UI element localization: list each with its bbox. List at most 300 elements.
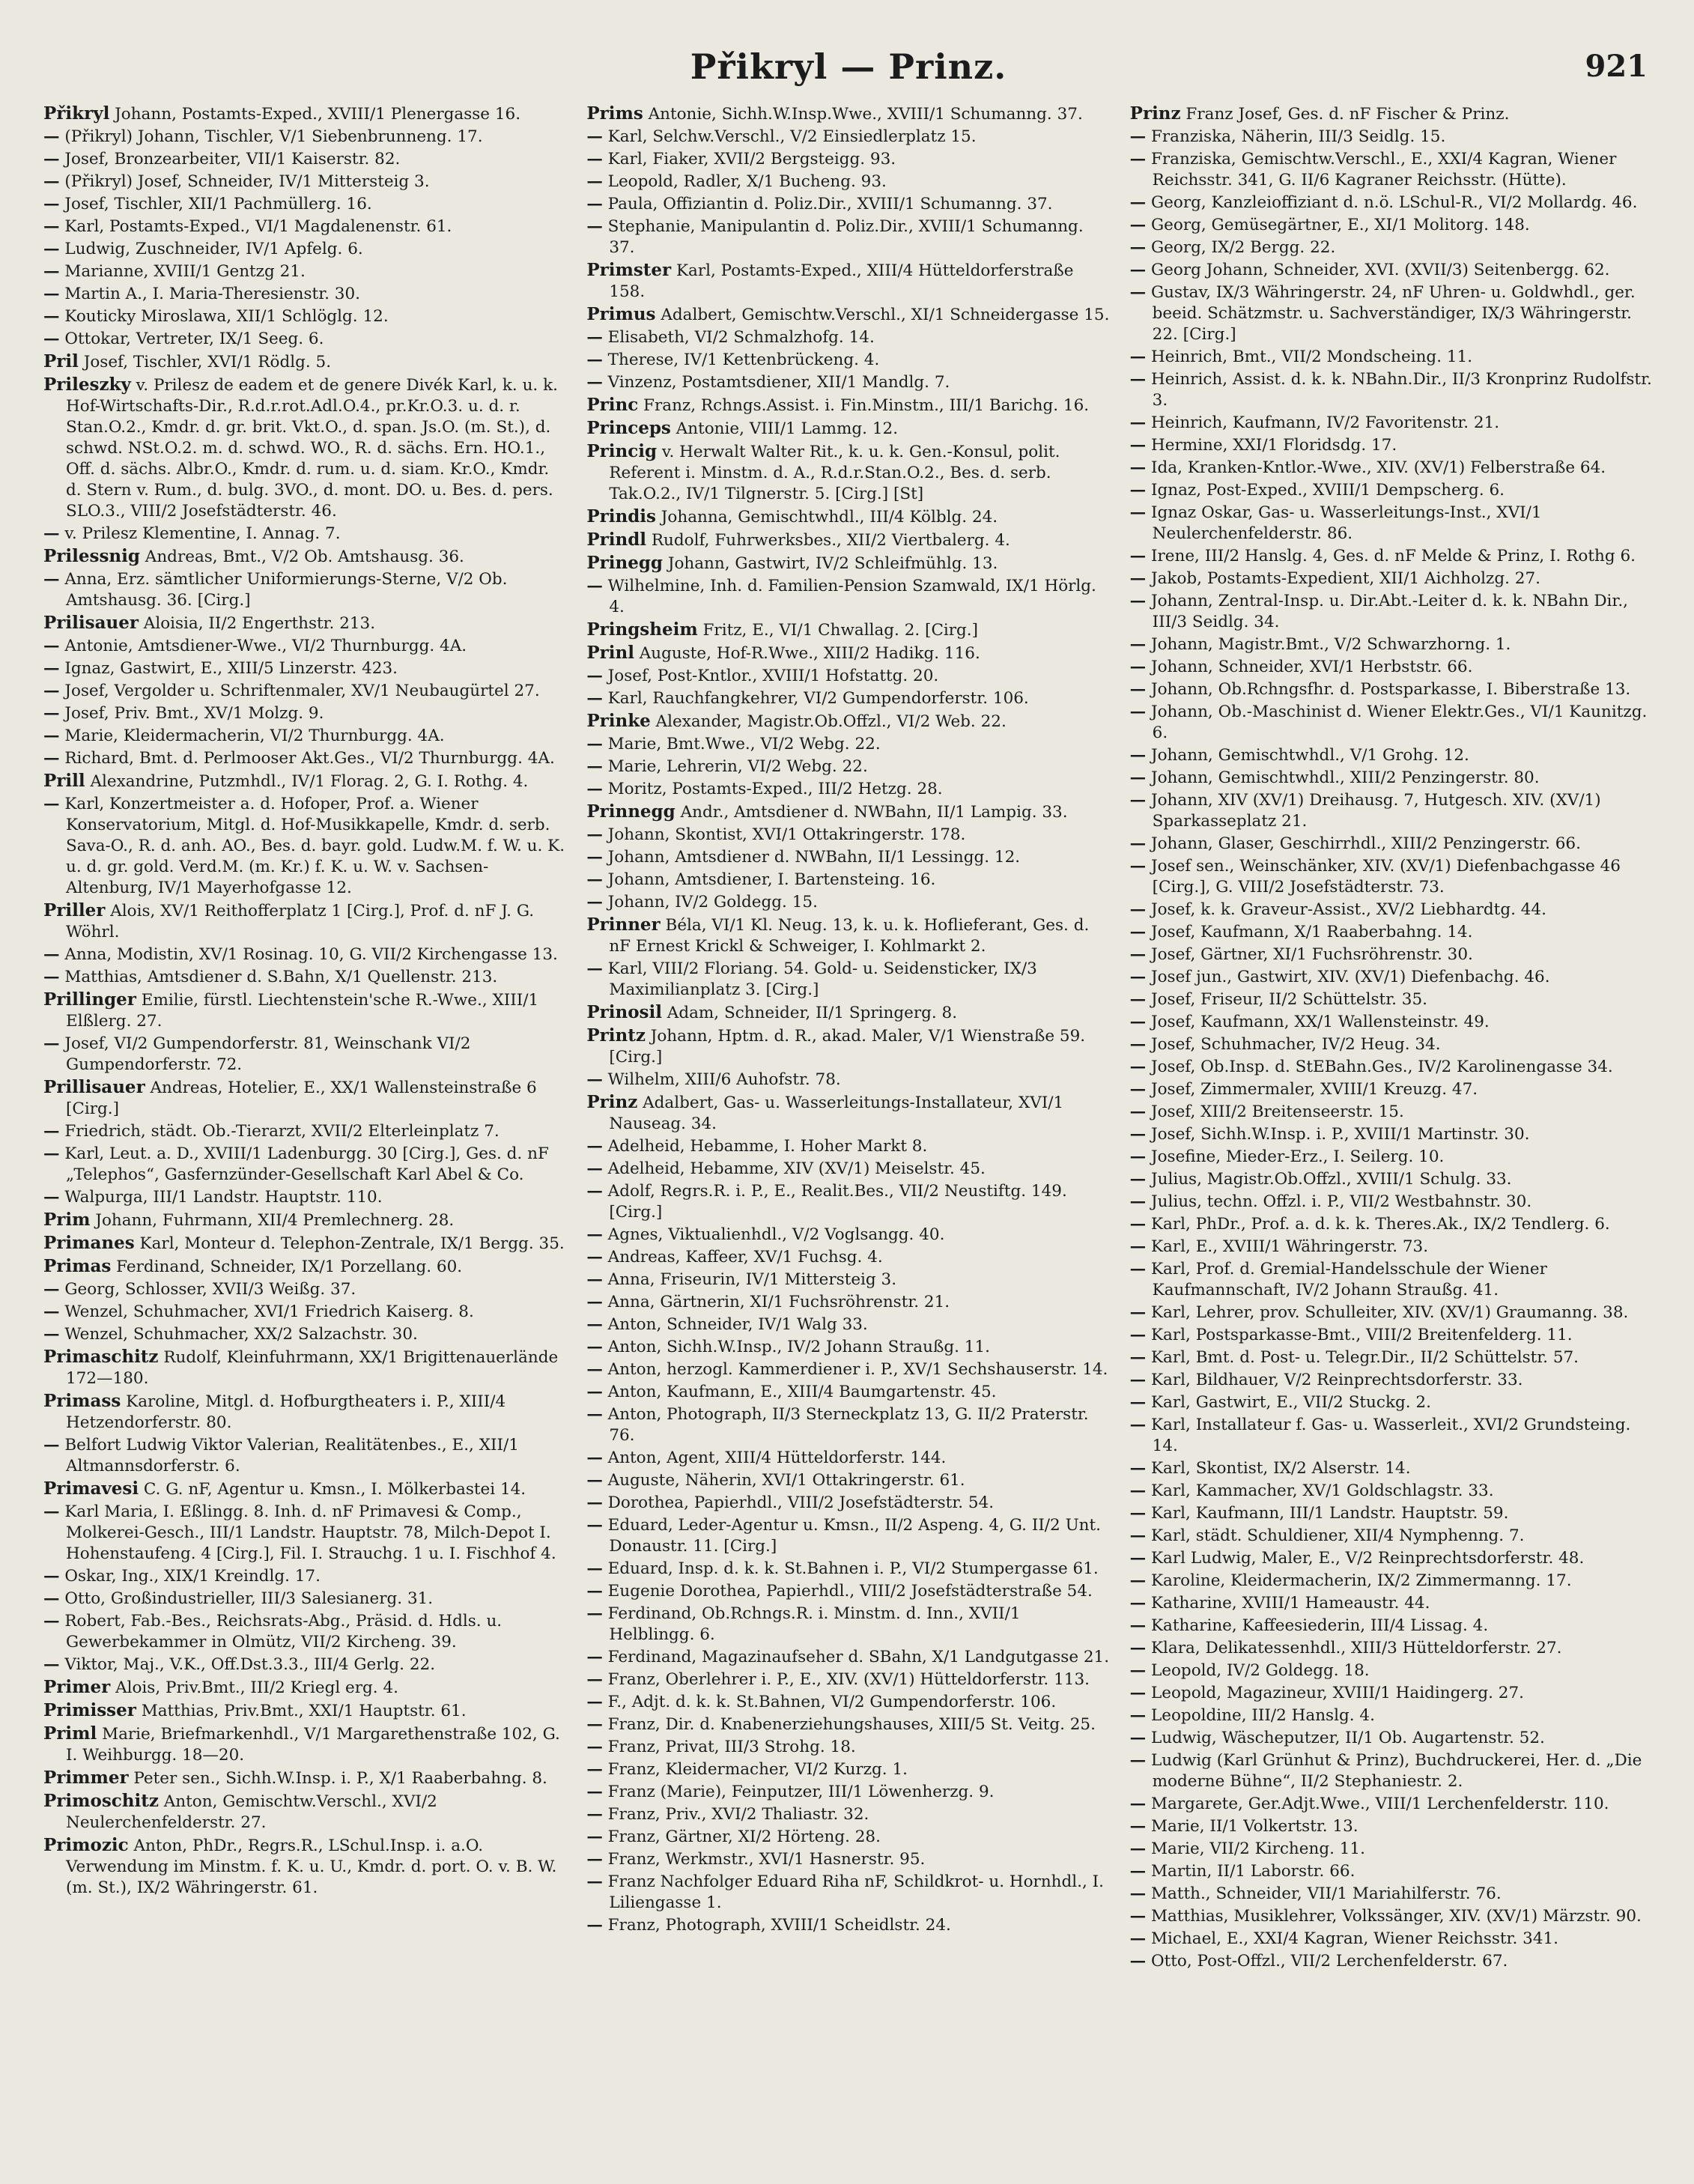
entry-dash: — <box>586 1293 603 1311</box>
entry-text: Josef, Tischler, XII/1 Pachmüllerg. 16. <box>59 195 372 213</box>
directory-entry <box>1130 1481 1654 1502</box>
entry-dash: — <box>1129 1416 1147 1434</box>
entry-surname: Primmer <box>43 1768 129 1788</box>
directory-entry <box>43 103 567 125</box>
entry-text: Alois, Priv.Bmt., III/2 Kriegl erg. 4. <box>110 1678 398 1697</box>
directory-entry <box>43 172 567 192</box>
entry-text: Josef, Priv. Bmt., XV/1 Molzg. 9. <box>59 704 324 723</box>
entry-text: Ida, Kranken-Kntlor.-Wwe., XIV. (XV/1) Felberstraße 64. <box>1146 458 1606 477</box>
entry-text: Georg, Schlosser, XVII/3 Weißg. 37. <box>59 1280 356 1299</box>
entry-dash: — <box>1129 1393 1147 1412</box>
directory-entry <box>43 1611 567 1653</box>
entry-text: Ludwig (Karl Grünhut & Prinz), Buchdruckerei, Her. d. „Die moderne Bühne“, II/2 Stephaniestr. 2. <box>1146 1751 1642 1791</box>
directory-entry <box>586 1872 1110 1914</box>
entry-text: Friedrich, städt. Ob.-Tierarzt, XVII/2 Elterleinplatz 7. <box>59 1122 500 1141</box>
entry-text: Eduard, Insp. d. k. k. St.Bahnen i. P., VI/2 Stumpergasse 61. <box>602 1559 1099 1578</box>
entry-dash: — <box>43 968 60 986</box>
entry-text: Karl, PhDr., Prof. a. d. k. k. Theres.Ak., IX/2 Tendlerg. 6. <box>1146 1215 1610 1234</box>
directory-entry <box>586 1714 1110 1735</box>
directory-entry <box>1130 1347 1654 1368</box>
entry-text: Josef, XIII/2 Breitenseerstr. 15. <box>1146 1102 1404 1121</box>
entry-text: Katharine, XVIII/1 Hameaustr. 44. <box>1146 1594 1430 1613</box>
entry-dash: — <box>586 757 603 776</box>
entry-text: Johann, Postamts-Exped., XVIII/1 Plenergasse 16. <box>109 105 521 124</box>
directory-entry <box>43 748 567 769</box>
entry-surname: Prilessnig <box>43 546 140 566</box>
directory-entry <box>1130 458 1654 479</box>
directory-entry <box>1130 702 1654 744</box>
directory-entry <box>586 1136 1110 1157</box>
directory-entry <box>1130 634 1654 655</box>
directory-entry <box>43 1589 567 1610</box>
directory-entry <box>43 900 567 943</box>
entry-text: Karl, Bildhauer, V/2 Reinprechtsdorferstr. 33. <box>1146 1371 1523 1389</box>
entry-dash: — <box>1129 1080 1147 1099</box>
entry-dash: — <box>1129 1371 1147 1389</box>
entry-dash: — <box>586 1738 603 1756</box>
directory-entry <box>1130 1705 1654 1726</box>
entry-text: Adalbert, Gemischtw.Verschl., XI/1 Schneidergasse 15. <box>655 306 1110 324</box>
directory-entry <box>1130 679 1654 700</box>
directory-entry <box>1130 834 1654 855</box>
directory-entry <box>1130 480 1654 501</box>
entry-dash: — <box>586 1270 603 1289</box>
entry-text: Ludwig, Wäscheputzer, II/1 Ob. Augartenstr. 52. <box>1146 1729 1545 1747</box>
entry-dash: — <box>1129 547 1147 565</box>
entry-dash: — <box>1129 791 1147 810</box>
entry-dash: — <box>586 1338 603 1356</box>
directory-entry <box>1130 745 1654 766</box>
directory-entry <box>1130 967 1654 988</box>
directory-entry <box>1130 1192 1654 1213</box>
entry-surname: Prinl <box>586 643 634 663</box>
entry-text: Otto, Post-Offzl., VII/2 Lerchenfelderstr. 67. <box>1146 1952 1508 1971</box>
entry-surname: Prinnegg <box>586 801 676 822</box>
directory-entry <box>43 546 567 568</box>
entry-text: Karl, Skontist, IX/2 Alserstr. 14. <box>1146 1459 1411 1478</box>
entry-text: Anton, Agent, XIII/4 Hütteldorferstr. 144. <box>602 1449 947 1467</box>
directory-entry <box>43 944 567 965</box>
entry-text: Anton, PhDr., Regrs.R., LSchul.Insp. i. a.O. Verwendung im Minstm. f. K. u. U., Kmdr. d. port. O. v. B. W. (m. St.), IX/2 Währingerstr. 61. <box>66 1836 557 1897</box>
entry-dash: — <box>43 1280 60 1299</box>
entry-text: Belfort Ludwig Viktor Valerian, Realitätenbes., E., XII/1 Altmannsdorferstr. 6. <box>59 1436 519 1475</box>
directory-entry <box>586 734 1110 755</box>
entry-text: Richard, Bmt. d. Perlmooser Akt.Ges., VI/2 Thurnburgg. 4A. <box>59 749 555 768</box>
entry-dash: — <box>586 1916 603 1935</box>
entry-text: Johann, Amtsdiener d. NWBahn, II/1 Lessingg. 12. <box>602 848 1021 867</box>
column-right <box>1130 103 1654 2171</box>
entry-dash: — <box>586 780 603 798</box>
directory-entry <box>1130 1683 1654 1704</box>
directory-entry <box>586 1270 1110 1290</box>
entry-dash: — <box>1129 1170 1147 1189</box>
directory-entry <box>1130 192 1654 213</box>
entry-dash: — <box>586 1516 603 1535</box>
entry-text: Josef, Kaufmann, XX/1 Wallensteinstr. 49. <box>1146 1013 1490 1031</box>
directory-entry <box>586 127 1110 148</box>
directory-entry <box>43 127 567 148</box>
entry-dash: — <box>43 195 60 213</box>
entry-dash: — <box>43 217 60 236</box>
directory-entry <box>43 1233 567 1255</box>
entry-dash: — <box>43 1122 60 1141</box>
entry-dash: — <box>586 1315 603 1334</box>
entry-text: Leopold, Radler, X/1 Bucheng. 93. <box>602 172 887 191</box>
entry-dash: — <box>586 870 603 889</box>
directory-entry <box>43 1121 567 1142</box>
entry-text: Therese, IV/1 Kettenbrückeng. 4. <box>602 351 880 369</box>
directory-entry <box>43 1347 567 1389</box>
entry-dash: — <box>1129 1729 1147 1747</box>
directory-entry <box>586 1849 1110 1870</box>
entry-text: Margarete, Ger.Adjt.Wwe., VIII/1 Lerchenfelderstr. 110. <box>1146 1795 1609 1813</box>
entry-dash: — <box>43 1034 60 1053</box>
entry-dash: — <box>586 1760 603 1779</box>
directory-entry <box>586 1604 1110 1645</box>
directory-entry <box>1130 1728 1654 1749</box>
entry-dash: — <box>1129 1751 1147 1770</box>
entry-surname: Prileszky <box>43 374 131 395</box>
entry-text: Franziska, Gemischtw.Verschl., E., XXI/4 Kagran, Wiener Reichsstr. 341, G. II/6 Kagraner Reichsstr. (Hütte). <box>1146 150 1617 189</box>
entry-dash: — <box>1129 1907 1147 1926</box>
entry-text: Johann, Hptm. d. R., akad. Maler, V/1 Wienstraße 59. [Cirg.] <box>609 1027 1086 1067</box>
directory-entry <box>586 1025 1110 1068</box>
directory-entry <box>586 914 1110 957</box>
entry-text: Josef, Kaufmann, X/1 Raaberbahng. 14. <box>1146 923 1473 941</box>
directory-entry <box>586 216 1110 258</box>
entry-dash: — <box>1129 658 1147 676</box>
directory-entry <box>43 1256 567 1278</box>
entry-text: Franz, Priv., XVI/2 Thaliastr. 32. <box>602 1805 869 1824</box>
entry-text: Michael, E., XXI/4 Kagran, Wiener Reichsstr. 341. <box>1146 1929 1559 1948</box>
entry-text: Franz, Oberlehrer i. P., E., XIV. (XV/1) Hütteldorferstr. 113. <box>602 1670 1090 1689</box>
directory-entry <box>586 1448 1110 1469</box>
entry-dash: — <box>1129 1616 1147 1635</box>
entry-text: Karl, Kammacher, XV/1 Goldschlagstr. 33. <box>1146 1481 1494 1500</box>
directory-entry <box>1130 215 1654 236</box>
directory-entry <box>586 1225 1110 1246</box>
entry-surname: Prinz <box>1129 103 1181 124</box>
directory-entry <box>1130 1034 1654 1055</box>
entry-dash: — <box>1129 900 1147 919</box>
entry-text: Julius, techn. Offzl. i. P., VII/2 Westbahnstr. 30. <box>1146 1192 1532 1211</box>
directory-entry <box>1130 1929 1654 1950</box>
entry-text: Karl, E., XVIII/1 Währingerstr. 73. <box>1146 1237 1429 1256</box>
entry-surname: Prindis <box>586 506 656 527</box>
entry-dash: — <box>43 172 60 191</box>
entry-surname: Prinosil <box>586 1002 662 1022</box>
entry-dash: — <box>586 150 603 169</box>
entry-dash: — <box>43 682 60 700</box>
entry-dash: — <box>1129 503 1147 522</box>
entry-dash: — <box>586 577 603 595</box>
directory-entry <box>586 1070 1110 1091</box>
directory-entry <box>1130 1302 1654 1323</box>
entry-text: Franz, Kleidermacher, VI/2 Kurzg. 1. <box>602 1760 908 1779</box>
directory-entry <box>43 989 567 1032</box>
entry-dash: — <box>43 704 60 723</box>
entry-text: Josef, Vergolder u. Schriftenmaler, XV/1 Neubaugürtel 27. <box>59 682 540 700</box>
directory-entry <box>43 1077 567 1120</box>
entry-dash: — <box>1129 127 1147 146</box>
directory-entry <box>1130 347 1654 368</box>
entry-dash: — <box>586 1360 603 1379</box>
entry-dash: — <box>1129 834 1147 853</box>
directory-entry <box>1130 1102 1654 1123</box>
entry-text: Klara, Delikatessenhdl., XIII/3 Hütteldorferstr. 27. <box>1146 1639 1562 1657</box>
entry-text: Karl, städt. Schuldiener, XII/4 Nymphenng. 7. <box>1146 1526 1525 1545</box>
directory-entry <box>586 576 1110 618</box>
entry-text: Antonie, VIII/1 Lammg. 12. <box>670 419 899 438</box>
entry-text: Aloisia, II/2 Engerthstr. 213. <box>138 614 376 633</box>
entry-dash: — <box>1129 1952 1147 1971</box>
directory-entry <box>586 1470 1110 1491</box>
directory-entry <box>1130 1415 1654 1457</box>
entry-dash: — <box>1129 1504 1147 1523</box>
directory-entry <box>586 756 1110 777</box>
entry-dash: — <box>1129 1013 1147 1031</box>
directory-entry <box>1130 657 1654 678</box>
directory-entry <box>43 1478 567 1500</box>
entry-text: Andreas, Hotelier, E., XX/1 Wallensteinstraße 6 [Cirg.] <box>66 1079 537 1118</box>
entry-text: Franz, Dir. d. Knabenerziehungshauses, XIII/5 St. Veitg. 25. <box>602 1715 1096 1734</box>
directory-entry <box>586 441 1110 505</box>
entry-surname: Primer <box>43 1677 111 1697</box>
directory-entry <box>43 1700 567 1722</box>
entry-text: Josefine, Mieder-Erz., I. Seilerg. 10. <box>1146 1147 1445 1166</box>
entry-text: Wenzel, Schuhmacher, XVI/1 Friedrich Kaiserg. 8. <box>59 1302 474 1321</box>
entry-text: Marie, Bmt.Wwe., VI/2 Webg. 22. <box>602 735 881 753</box>
entry-dash: — <box>586 172 603 191</box>
directory-entry <box>1130 1503 1654 1524</box>
directory-entry <box>586 779 1110 800</box>
entry-text: Auguste, Näherin, XVI/1 Ottakringerstr. 61. <box>602 1471 965 1490</box>
directory-entry <box>586 1559 1110 1580</box>
directory-entry <box>586 801 1110 823</box>
entry-text: Matthias, Musiklehrer, Volkssänger, XIV. (XV/1) Märzstr. 90. <box>1146 1907 1642 1926</box>
directory-entry <box>1130 989 1654 1010</box>
entry-dash: — <box>1129 1192 1147 1211</box>
directory-entry <box>43 1502 567 1565</box>
entry-text: Antonie, Sichh.W.Insp.Wwe., XVIII/1 Schumanng. 37. <box>643 105 1083 124</box>
directory-entry <box>586 1804 1110 1825</box>
directory-entry <box>43 194 567 215</box>
entry-dash: — <box>43 307 60 326</box>
entry-dash: — <box>586 1827 603 1846</box>
entry-text: Moritz, Postamts-Exped., III/2 Hetzg. 28. <box>602 780 943 798</box>
entry-text: Martin, II/1 Laborstr. 66. <box>1146 1862 1355 1881</box>
entry-dash: — <box>43 240 60 258</box>
entry-dash: — <box>1129 1125 1147 1144</box>
directory-entry <box>1130 790 1654 832</box>
entry-text: Johann, Ob.Rchngsfhr. d. Postsparkasse, I. Biberstraße 13. <box>1146 680 1631 699</box>
entry-text: Matthias, Priv.Bmt., XXI/1 Hauptstr. 61. <box>136 1702 467 1720</box>
entry-dash: — <box>1129 1459 1147 1478</box>
entry-surname: Primas <box>43 1256 112 1276</box>
directory-entry <box>1130 503 1654 545</box>
directory-entry <box>43 351 567 373</box>
entry-text: Paula, Offiziantin d. Poliz.Dir., XVIII/1 Schumanng. 37. <box>602 195 1053 213</box>
entry-dash: — <box>1129 923 1147 941</box>
directory-entry <box>43 1279 567 1300</box>
entry-dash: — <box>1129 1817 1147 1836</box>
entry-text: Rudolf, Fuhrwerksbes., XII/2 Viertbalerg. 4. <box>646 531 1010 550</box>
entry-text: Viktor, Maj., V.K., Off.Dst.3.3., III/4 Gerlg. 22. <box>59 1655 436 1674</box>
entry-text: Ignaz, Gastwirt, E., XIII/5 Linzerstr. 423. <box>59 659 398 678</box>
directory-entry <box>586 1827 1110 1848</box>
entry-dash: — <box>586 1559 603 1578</box>
entry-dash: — <box>1129 1147 1147 1166</box>
entry-surname: Pril <box>43 351 79 371</box>
entry-text: Johanna, Gemischtwhdl., III/4 Kölblg. 24. <box>655 508 998 527</box>
directory-entry <box>586 1181 1110 1223</box>
entry-surname: Prims <box>586 103 643 124</box>
entry-text: Josef, Schuhmacher, IV/2 Heug. 34. <box>1146 1035 1441 1054</box>
entry-text: Wilhelm, XIII/6 Auhofstr. 78. <box>602 1070 841 1089</box>
entry-text: Ottokar, Vertreter, IX/1 Seeg. 6. <box>59 330 324 348</box>
entry-text: Anna, Friseurin, IV/1 Mittersteig 3. <box>602 1270 897 1289</box>
entry-text: Josef jun., Gastwirt, XIV. (XV/1) Diefenbachg. 46. <box>1146 968 1550 986</box>
entry-surname: Primaschitz <box>43 1347 159 1367</box>
entry-dash: — <box>43 637 60 655</box>
entry-text: Josef, VI/2 Gumpendorferstr. 81, Weinschank VI/2 Gumpendorferstr. 72. <box>59 1034 471 1074</box>
directory-entry <box>586 1737 1110 1758</box>
directory-entry <box>586 1337 1110 1358</box>
entry-text: Karl Maria, I. Eßlingg. 8. Inh. d. nF Primavesi & Comp., Molkerei-Gesch., III/1 Landstr. Hauptstr. 78, Milch-Depot I. Hohenstaufeng. 4 [Cirg.], Fil. I. Strauchg. 1 u. I. Fischhof 4. <box>59 1502 556 1563</box>
directory-entry <box>586 870 1110 891</box>
entry-dash: — <box>43 127 60 146</box>
entry-dash: — <box>586 1693 603 1711</box>
entry-dash: — <box>1129 150 1147 169</box>
directory-entry <box>1130 1057 1654 1078</box>
entry-surname: Princ <box>586 395 639 415</box>
entry-text: Alexander, Magistr.Ob.Offzl., VI/2 Web. 22. <box>650 712 1007 731</box>
entry-dash: — <box>586 1449 603 1467</box>
entry-dash: — <box>43 1589 60 1608</box>
entry-text: Andr., Amtsdiener d. NWBahn, II/1 Lampig. 33. <box>675 803 1068 822</box>
entry-text: Alexandrine, Putzmhdl., IV/1 Florag. 2, G. I. Rothg. 4. <box>85 772 529 791</box>
entry-text: Anton, Sichh.W.Insp., IV/2 Johann Straußg. 11. <box>602 1338 990 1356</box>
entry-dash: — <box>1129 1684 1147 1702</box>
entry-text: Josef, Ob.Insp. d. StEBahn.Ges., IV/2 Karolinengasse 34. <box>1146 1058 1613 1076</box>
entry-dash: — <box>43 1188 60 1207</box>
entry-dash: — <box>1129 238 1147 257</box>
entry-text: Marie, II/1 Volkertstr. 13. <box>1146 1817 1358 1836</box>
entry-text: Josef, Friseur, II/2 Schüttelstr. 35. <box>1146 990 1427 1009</box>
entry-surname: Primus <box>586 304 656 324</box>
page-title: Přikryl — Prinz. <box>690 46 1007 87</box>
entry-dash: — <box>1129 261 1147 279</box>
entry-dash: — <box>1129 569 1147 588</box>
entry-text: Franz, Rchngs.Assist. i. Fin.Minstm., III/1 Barichg. 16. <box>638 396 1090 415</box>
entry-dash: — <box>1129 945 1147 964</box>
directory-entry <box>1130 127 1654 148</box>
entry-surname: Prinz <box>586 1092 638 1112</box>
entry-text: Auguste, Hof-R.Wwe., XIII/2 Hadikg. 116. <box>634 644 980 663</box>
entry-dash: — <box>1129 1549 1147 1568</box>
directory-entry <box>1130 1951 1654 1972</box>
directory-entry <box>43 261 567 282</box>
entry-dash: — <box>1129 1326 1147 1344</box>
directory-entry <box>1130 1147 1654 1168</box>
directory-entry <box>1130 149 1654 191</box>
entry-dash: — <box>586 735 603 753</box>
entry-text: Vinzenz, Postamtsdiener, XII/1 Mandlg. 7. <box>602 373 950 392</box>
entry-dash: — <box>586 1493 603 1512</box>
entry-text: v. Herwalt Walter Rit., k. u. k. Gen.-Konsul, polit. Referent i. Minstm. d. A., R.d.r.Stan.O.2., Bes. d. serb. Tak.O.2., IV/1 Tilgnerstr. 5. [Cirg.] [St] <box>609 443 1060 503</box>
entry-dash: — <box>1129 1839 1147 1858</box>
entry-text: F., Adjt. d. k. k. St.Bahnen, VI/2 Gumpendorferstr. 106. <box>602 1693 1057 1711</box>
directory-entry <box>1130 1593 1654 1614</box>
entry-text: Franz, Gärtner, XI/2 Hörteng. 28. <box>602 1827 881 1846</box>
entry-text: Franziska, Näherin, III/3 Seidlg. 15. <box>1146 127 1446 146</box>
entry-dash: — <box>1129 348 1147 366</box>
entry-text: Josef, Zimmermaler, XVIII/1 Kreuzg. 47. <box>1146 1080 1478 1099</box>
directory-entry <box>586 1292 1110 1313</box>
entry-text: Elisabeth, VI/2 Schmalzhofg. 14. <box>602 328 875 347</box>
directory-entry <box>1130 1571 1654 1592</box>
entry-dash: — <box>586 328 603 347</box>
directory-entry <box>586 711 1110 732</box>
entry-text: Karl, Leut. a. D., XVIII/1 Ladenburgg. 30 [Cirg.], Ges. d. nF „Telephos“, Gasfernzünder-Gesellschaft Karl Abel & Co. <box>59 1144 549 1184</box>
directory-entry <box>1130 1012 1654 1033</box>
entry-dash: — <box>1129 1260 1147 1278</box>
page-header <box>43 34 1654 87</box>
entry-text: (Přikryl) Josef, Schneider, IV/1 Mittersteig 3. <box>59 172 430 191</box>
directory-entry <box>43 794 567 899</box>
directory-entry <box>43 1144 567 1186</box>
entry-dash: — <box>586 1604 603 1623</box>
entry-text: Walpurga, III/1 Landstr. Hauptstr. 110. <box>59 1188 383 1207</box>
directory-entry <box>43 726 567 747</box>
directory-entry <box>43 1435 567 1477</box>
entry-text: Georg, Gemüsegärtner, E., XI/1 Molitorg. 148. <box>1146 216 1530 234</box>
entry-dash: — <box>586 127 603 146</box>
entry-text: Anton, herzogl. Kammerdiener i. P., XV/1 Sechshauserstr. 14. <box>602 1360 1108 1379</box>
entry-dash: — <box>1129 1035 1147 1054</box>
entry-surname: Primoschitz <box>43 1791 159 1811</box>
entry-text: Andreas, Bmt., V/2 Ob. Amtshausg. 36. <box>139 547 464 566</box>
entry-dash: — <box>1129 1526 1147 1545</box>
entry-surname: Prinke <box>586 711 651 731</box>
entry-text: Martin A., I. Maria-Theresienstr. 30. <box>59 285 360 303</box>
entry-text: Anton, Kaufmann, E., XIII/4 Baumgartenstr. 45. <box>602 1383 997 1401</box>
entry-dash: — <box>1129 283 1147 302</box>
directory-entry <box>586 1915 1110 1936</box>
directory-entry <box>1130 1861 1654 1882</box>
entry-surname: Prinegg <box>586 553 663 573</box>
entry-dash: — <box>1129 1215 1147 1234</box>
entry-text: Ludwig, Zuschneider, IV/1 Apfelg. 6. <box>59 240 363 258</box>
directory-entry <box>586 1002 1110 1024</box>
entry-surname: Primisser <box>43 1700 136 1720</box>
directory-entry <box>586 1247 1110 1268</box>
entry-text: Anton, Gemischtw.Verschl., XVI/2 Neulerchenfelderstr. 27. <box>66 1792 437 1832</box>
entry-text: Leopold, IV/2 Goldegg. 18. <box>1146 1661 1370 1680</box>
entry-dash: — <box>1129 703 1147 721</box>
entry-dash: — <box>1129 1639 1147 1657</box>
directory-entry <box>1130 1259 1654 1301</box>
entry-text: Josef, Bronzearbeiter, VII/1 Kaiserstr. 82. <box>59 150 401 169</box>
entry-text: Johann, Glaser, Geschirrhdl., XIII/2 Penzingerstr. 66. <box>1146 834 1581 853</box>
entry-dash: — <box>1129 1571 1147 1590</box>
directory-entry <box>43 284 567 305</box>
entry-dash: — <box>586 373 603 392</box>
entry-text: Agnes, Viktualienhdl., V/2 Voglsangg. 40. <box>602 1225 945 1244</box>
entry-dash: — <box>43 945 60 964</box>
entry-dash: — <box>43 330 60 348</box>
entry-text: Oskar, Ing., XIX/1 Kreindlg. 17. <box>59 1567 321 1586</box>
